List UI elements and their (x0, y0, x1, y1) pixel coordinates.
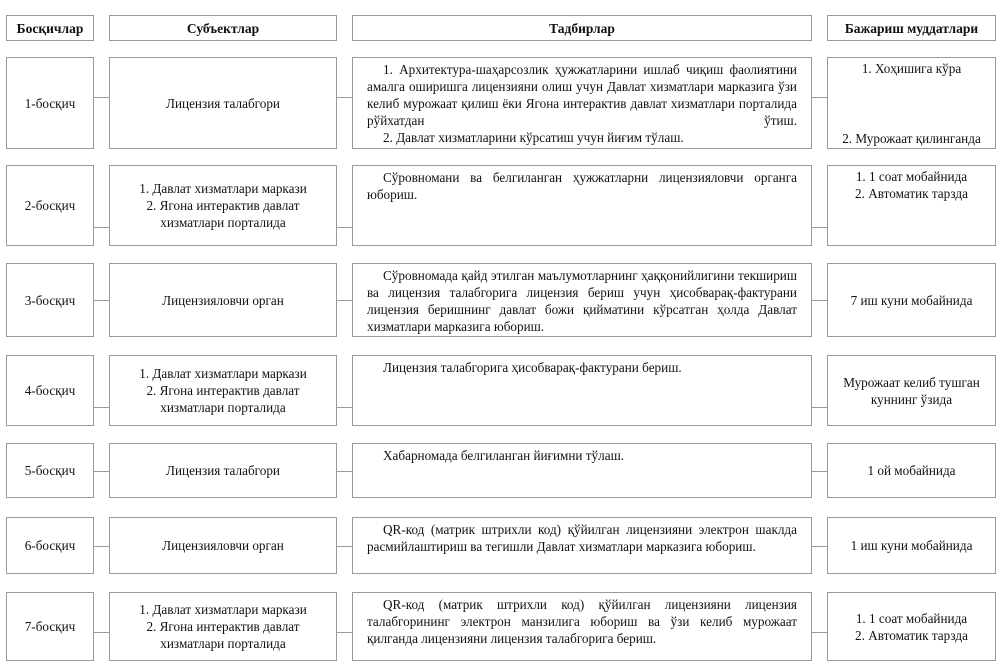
connector-line (812, 471, 827, 472)
subject-line: 1. Давлат хизматлари маркази (139, 181, 307, 196)
stage-box (6, 57, 94, 149)
subject-line: хизматлари порталида (160, 636, 286, 651)
stage-box (6, 443, 94, 498)
header-subjects-label: Субъектлар (186, 20, 260, 36)
deadline-line: куннинг ўзида (870, 391, 953, 407)
header-actions (352, 15, 812, 41)
header-stages-label: Босқичлар (16, 20, 84, 36)
connector-line (337, 407, 352, 408)
action-text: Сўровномада қайд этилган маълумотларнинг ҳаққонийлигини текшириш ва лицензия талабгорига лицензия бериш учун ҳисобварақ-фактурани лицензия беришнинг давлат божи қийматини кўрсатган ҳолда Давлат хизматлари марказига юбориш. (367, 268, 797, 334)
subject-line: Лицензияловчи орган (162, 292, 284, 308)
subject-box (109, 517, 337, 574)
subject-box (109, 443, 337, 498)
deadline-line: Мурожаат келиб тушган (843, 374, 980, 390)
deadline-box (827, 165, 996, 246)
deadline-line: 1 иш куни мобайнида (850, 538, 973, 553)
subject-line: 2. Ягона интерактив давлат (146, 198, 300, 213)
action-text: 1. Архитектура-шаҳарсозлик ҳужжатларини ишлаб чиқиш фаолиятини амалга оширишга лицензияни олиш учун Давлат хизматлари марказига ўзи келиб мурожаат қилиш ёки Ягона интерактив давлат хизматлари порталида рўйхатдан ўтиш. (367, 62, 797, 128)
stage-label: 6-босқич (24, 538, 76, 553)
action-text: QR-код (матрик штрихли код) қўйилган лицензияни электрон шаклда расмийлаштириш ва тегишли Давлат хизматлари марказига юбориш. (367, 522, 797, 554)
action-box (352, 592, 812, 661)
deadline-line: 2. Автоматик тарзда (855, 627, 968, 643)
subject-line: Лицензияловчи орган (162, 538, 284, 553)
subject-line: 2. Ягона интерактив давлат (146, 383, 300, 398)
deadline-box (827, 355, 996, 426)
subject-line: 1. Давлат хизматлари маркази (139, 366, 307, 381)
subject-line: 2. Ягона интерактив давлат (146, 619, 300, 634)
deadline-box (827, 443, 996, 498)
subject-box (109, 165, 337, 246)
connector-line (812, 227, 827, 228)
action-text: Хабарномада белгиланган йиғимни тўлаш. (383, 448, 625, 463)
stage-box (6, 355, 94, 426)
connector-line (94, 300, 109, 301)
stage-box (6, 592, 94, 661)
stage-box (6, 263, 94, 337)
action-box (352, 355, 812, 426)
connector-line (94, 227, 109, 228)
subject-line: хизматлари порталида (160, 400, 286, 415)
header-stages (6, 15, 94, 41)
action-text: QR-код (матрик штрихли код) қўйилган лицензияни лицензия талабгорининг электрон манзилига юбориш ва ўзи келиб мурожаат қилганда лицензияни лицензия талабгорига бериш. (367, 597, 797, 646)
stage-label: 7-босқич (24, 619, 76, 634)
subject-box (109, 57, 337, 149)
deadline-box (827, 263, 996, 337)
connector-line (337, 227, 352, 228)
deadline-box (827, 592, 996, 661)
action-box (352, 263, 812, 337)
connector-line (812, 300, 827, 301)
connector-line (94, 632, 109, 633)
subject-line: Лицензия талабгори (166, 463, 280, 478)
stage-label: 5-босқич (24, 463, 76, 478)
subject-line: хизматлари порталида (160, 215, 286, 230)
connector-line (94, 471, 109, 472)
action-box (352, 165, 812, 246)
subject-box (109, 263, 337, 337)
deadline-box (827, 57, 996, 149)
stage-label: 3-босқич (24, 292, 76, 308)
action-text: 2. Давлат хизматларини кўрсатиш учун йиғим тўлаш. (383, 130, 684, 145)
connector-line (812, 97, 827, 98)
connector-line (337, 546, 352, 547)
connector-line (812, 407, 827, 408)
stage-box (6, 165, 94, 246)
deadline-box (827, 517, 996, 574)
subject-box (109, 355, 337, 426)
connector-line (337, 97, 352, 98)
deadline-line: 1. 1 соат мобайнида (855, 169, 968, 184)
deadline-line: 1. 1 соат мобайнида (855, 610, 968, 626)
deadline-line: 2. Автоматик тарзда (855, 186, 968, 201)
connector-line (337, 471, 352, 472)
connector-line (337, 300, 352, 301)
stage-label: 1-босқич (24, 95, 76, 111)
stage-box (6, 517, 94, 574)
subject-line: 1. Давлат хизматлари маркази (139, 602, 307, 617)
header-deadlines (827, 15, 996, 41)
stage-label: 4-босқич (24, 383, 76, 398)
header-subjects (109, 15, 337, 41)
action-box (352, 517, 812, 574)
subject-line: Лицензия талабгори (166, 95, 280, 111)
deadline-line: 1 ой мобайнида (867, 463, 956, 478)
header-actions-label: Тадбирлар (549, 20, 615, 36)
deadline-line: 2. Мурожаат қилинганда (842, 131, 981, 146)
deadline-line: 1. Хоҳишига кўра (861, 61, 962, 76)
header-deadlines-label: Бажариш муддатлари (844, 20, 979, 36)
connector-line (94, 97, 109, 98)
connector-line (337, 632, 352, 633)
connector-line (94, 407, 109, 408)
deadline-line: 7 иш куни мобайнида (850, 292, 973, 308)
action-box (352, 57, 812, 149)
action-text: Лицензия талабгорига ҳисобварақ-фактурани бериш. (383, 360, 682, 375)
stage-label: 2-босқич (24, 198, 76, 213)
action-box (352, 443, 812, 498)
connector-line (94, 546, 109, 547)
action-text: Сўровномани ва белгиланган ҳужжатларни лицензияловчи органга юбориш. (367, 170, 797, 202)
connector-line (812, 632, 827, 633)
subject-box (109, 592, 337, 661)
connector-line (812, 546, 827, 547)
